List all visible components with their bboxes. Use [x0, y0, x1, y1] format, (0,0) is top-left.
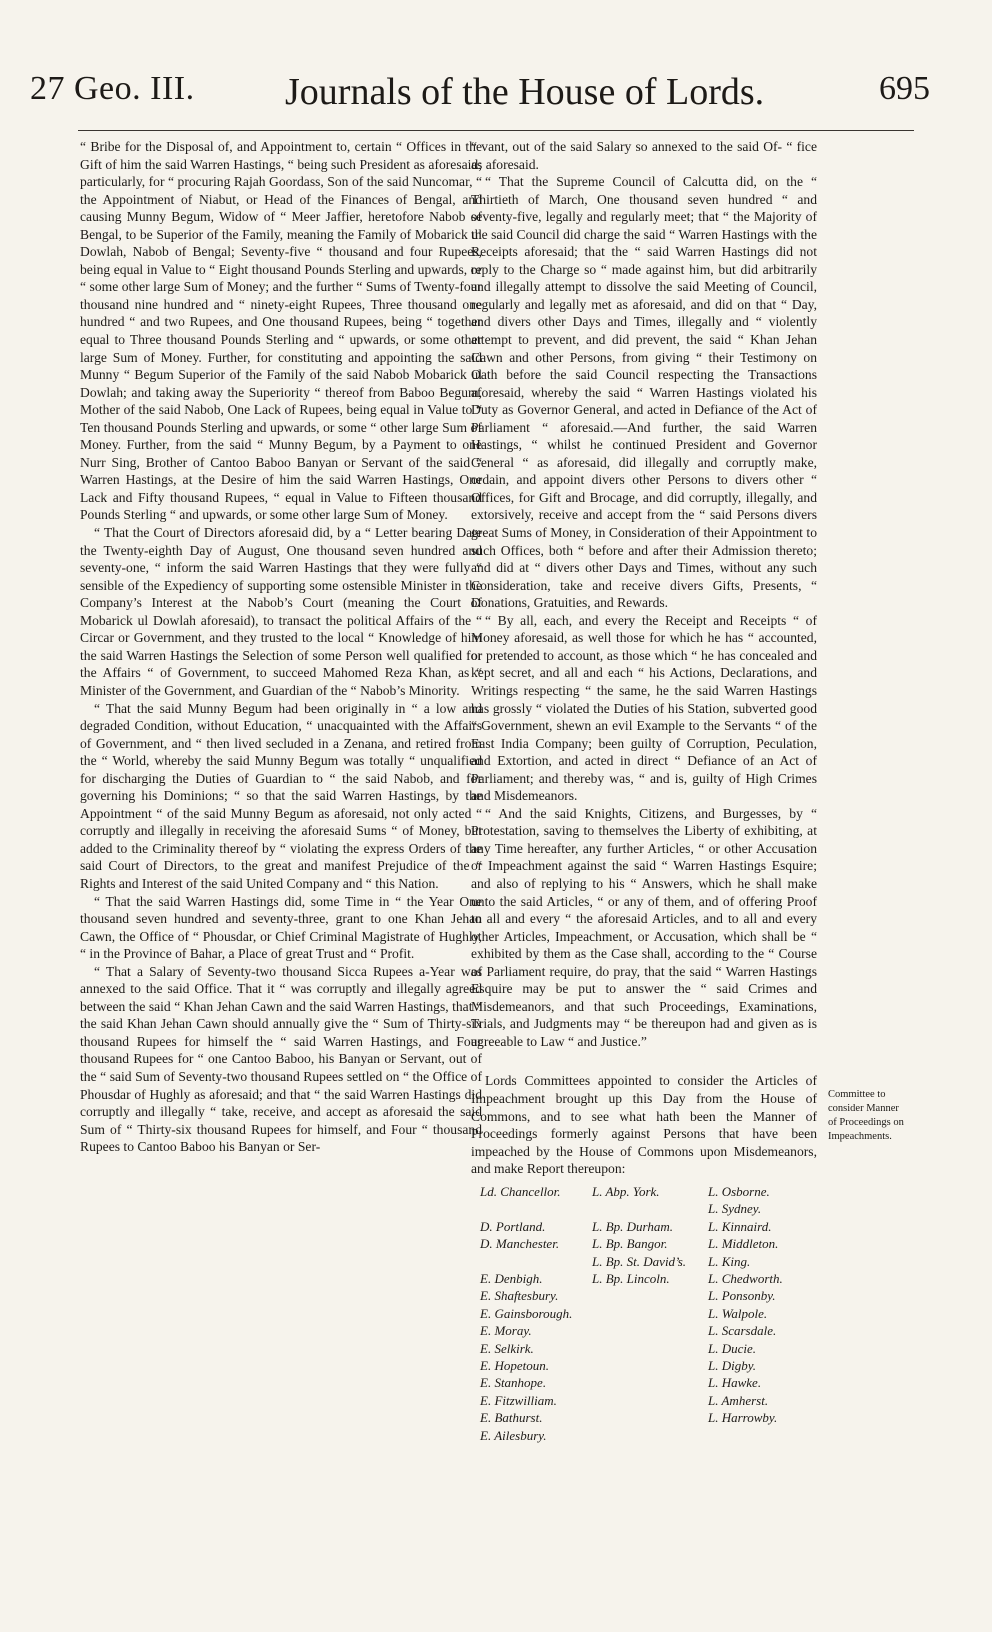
lord-name: L. Bp. Lincoln. — [592, 1271, 670, 1287]
regnal-year: 27 Geo. III. — [30, 70, 195, 107]
paragraph: “ That the said Warren Hastings did, some Time in “ the Year One thousand seven hundred and seventy-three, grant to one Khan Jehan Cawn, the Office of “ Phousdar, or Chief Criminal Magistrate of Hughly, “ in the Province of Bahar, a Place of great Trust and “ Profit. — [80, 893, 482, 962]
lord-name: E. Bathurst. — [480, 1410, 543, 1426]
lord-name: Ld. Chancellor. — [480, 1184, 561, 1199]
lord-name: L. Sydney. — [708, 1201, 762, 1217]
lord-name: L. Amherst. — [708, 1392, 769, 1408]
lord-name: L. Scarsdale. — [708, 1323, 777, 1339]
lord-name: E. Gainsborough. — [480, 1305, 573, 1321]
lord-name: L. Abp. York. — [592, 1184, 660, 1199]
paragraph: “ Bribe for the Disposal of, and Appointment to, certain “ Offices in the Gift of him the said Warren Hastings, “ being such President as aforesaid; particularly, for “ procuring Rajah Goordass, Son of the said Nuncomar, “ the Appointment of Niabut, or Head of the Finances of Bengal, and causing Munny Begum, Widow of “ Meer Jaffier, heretofore Nabob of Bengal, to be Superior of the Family, meaning the Family of Mobarick ul Dowlah, Nabob of Bengal; Seventy-five “ thousand and four Rupees, being equal in Value to “ Eight thousand Pounds Sterling and upwards, or “ some other large Sum of Money; and the further “ Sums of Twenty-four thousand nine hundred and “ ninety-eight Rupees, Three thousand one hundred “ and two Rupees, and One thousand Rupees, being “ together equal to Three thousand Pounds Sterling and “ upwards, or some other large Sum of Money. Further, for constituting and appointing the said Munny “ Begum Superior of the Family of the said Nabob Mobarick ul Dowlah; and taking away the Superiority “ thereof from Baboo Begum, Mother of the said Nabob, One Lack of Rupees, being equal in Value to “ Ten thousand Pounds Sterling and upwards, or some “ other large Sum of Money. Further, from the said “ Munny Begum, by a Payment to one Nurr Sing, Brother of Cantoo Baboo Banyan or Servant of the said “ Warren Hastings, at the Desire of him the said Warren Hastings, One Lack and Fifty thousand Rupees, “ equal in Value to Fifteen thousand Pounds Sterling “ and upwards, or some other large Sum of Money. — [80, 139, 482, 523]
page-number: 695 — [879, 70, 930, 107]
lord-name — [480, 1200, 572, 1217]
paragraph: “ vant, out of the said Salary so annexed to the said Of- “ fice as aforesaid. — [471, 139, 817, 172]
lord-name — [480, 1253, 572, 1270]
right-column — [471, 138, 817, 1178]
lord-name: L. Kinnaird. — [708, 1218, 772, 1234]
lord-name: E. Stanhope. — [480, 1375, 547, 1391]
paragraph: “ That the Court of Directors aforesaid did, by a “ Letter bearing Date the Twenty-eighth Day of August, One thousand seven hundred and seventy-one, “ inform the said Warren Hastings that they were fully “ sensible of the Expediency of supporting some ostensible Minister in the Company’s Interest at the Nabob’s Court (meaning the Court of Mobarick ul Dowlah aforesaid), to transact the political Affairs of the “ Circar or Government, and they trusted to the local “ Knowledge of him the said Warren Hastings the Selection of some Person well qualified for the Affairs “ of Government, to succeed Mahomed Reza Khan, as “ Minister of the Government, and Guardian of the “ Nabob’s Minority. — [80, 525, 482, 698]
lord-name: E. Denbigh. — [480, 1271, 543, 1287]
lord-name: L. Walpole. — [708, 1305, 768, 1321]
lord-name: L. Hawke. — [708, 1375, 762, 1391]
lord-name: L. Bp. Durham. — [592, 1218, 674, 1234]
header-rule — [78, 130, 914, 131]
lord-name — [592, 1200, 686, 1217]
paragraph: “ And the said Knights, Citizens, and Burgesses, by “ Protestation, saving to themselves the Liberty of exhibiting, at any Time hereafter, any further Articles, “ or other Accusation or Impeachment against the said “ Warren Hastings Esquire; and also of replying to his “ Answers, which he shall make unto the said Articles, “ or any of them, and of offering Proof to all and every “ the aforesaid Articles, and to all and every other Articles, Impeachment, or Accusation, which shall be “ exhibited by them as the Case shall, according to the “ Course of Parliament require, do pray, that the said “ Warren Hastings Esquire may be put to answer the “ said Crimes and Misdemeanors, and that such Proceedings, Examinations, Trials, and Judgments may “ be thereupon had and given as is agreeable to Law “ and Justice.” — [471, 805, 817, 1049]
lord-name: L. Chedworth. — [708, 1271, 783, 1287]
lord-name: L. Osborne. — [708, 1184, 770, 1199]
lords-list-column-2 — [592, 1183, 686, 1287]
lord-name: E. Ailesbury. — [480, 1427, 547, 1443]
committee-paragraph: Lords Committees appointed to consider the Articles of Impeachment brought up this Day from the House of Commons, and to see what hath been the Manner of Proceedings formerly against Persons that have been impeached by the House of Commons upon Misdemeanors, and make Report thereupon: — [471, 1073, 817, 1177]
lord-name: L. Harrowby. — [708, 1410, 778, 1426]
lord-name: L. Ducie. — [708, 1340, 757, 1356]
lords-list-column-1 — [480, 1183, 572, 1444]
page-header — [30, 70, 960, 130]
lord-name: E. Hopetoun. — [480, 1358, 549, 1374]
lord-name: D. Portland. — [480, 1218, 546, 1234]
paragraph: “ By all, each, and every the Receipt and Receipts “ of Money aforesaid, as well those for which he has “ accounted, or pretended to account, as those which “ he has concealed and kept secret, and all and each “ his Actions, Declarations, and Writings respecting “ the same, he the said Warren Hastings has grossly “ violated the Duties of his Station, subverted good “ Government, shewn an evil Example to the Servants “ of the East India Company; been guilty of Corruption, Peculation, and Extortion, and acted in direct “ Defiance of an Act of Parliament; and thereby was, “ and is, guilty of High Crimes and Misdemeanors. — [471, 612, 817, 804]
lord-name: L. Ponsonby. — [708, 1288, 776, 1304]
lord-name: E. Moray. — [480, 1323, 532, 1339]
margin-note: Committee to consider Manner of Proceedings on Impeachments. — [828, 1089, 904, 1142]
lords-list-column-3 — [708, 1183, 783, 1427]
lord-name: E. Shaftesbury. — [480, 1288, 559, 1304]
lord-name: E. Selkirk. — [480, 1340, 534, 1356]
running-title: Journals of the House of Lords. — [285, 71, 765, 113]
lord-name: L. Bp. St. David’s. — [592, 1253, 687, 1269]
lord-name: L. Bp. Bangor. — [592, 1236, 668, 1252]
lord-name: D. Manchester. — [480, 1236, 560, 1252]
lord-name: L. King. — [708, 1253, 751, 1269]
left-column — [80, 138, 482, 1156]
lord-name: L. Digby. — [708, 1358, 757, 1374]
lord-name: L. Middleton. — [708, 1236, 779, 1252]
paragraph: “ That the said Munny Begum had been originally in “ a low and degraded Condition, without Education, “ unacquainted with the Affairs of Government, and “ then lived secluded in a Zenana, and retired from the “ World, whereby the said Munny Begum was totally “ unqualified for discharging the Duties of Guardian to “ the said Nabob, and for governing his Dominions; “ so that the said Warren Hastings, by the Appointment “ of the said Munny Begum as aforesaid, not only acted “ corruptly and illegally in receiving the aforesaid Sums “ of Money, but added to the Criminality thereof by “ violating the express Orders of the said Court of Directors, to the great and manifest Prejudice of the “ Rights and Interest of the said United Company and “ this Nation. — [80, 700, 482, 891]
paragraph: “ That the Supreme Council of Calcutta did, on the “ Thirtieth of March, One thousand seven hundred “ and seventy-five, legally and regularly meet; that “ the Majority of the said Council did charge the said “ Warren Hastings with the Receipts aforesaid; that the “ said Warren Hastings did not reply to the Charge so “ made against him, but did arbitrarily and illegally attempt to dissolve the said Meeting of Council, regularly and legally met as aforesaid, and did on that “ Day, and divers other Days and Times, illegally and “ violently attempt to prevent, and did prevent, the said “ Khan Jehan Cawn and other Persons, from giving “ their Testimony on Oath before the said Council respecting the Transactions aforesaid, whereby the said “ Warren Hastings violated his Duty as Governor General, and acted in Defiance of the Act of Parliament “ aforesaid.—And further, the said Warren Hastings, “ whilst he continued President and Governor General “ as aforesaid, did illegally and corruptly make, ordain, and appoint divers other Persons to divers other “ Offices, for Gift and Brocage, and did corruptly, illegally, and extorsively, receive and accept from the “ said Persons divers great Sums of Money, in Consideration of their Appointment to such Offices, both “ before and after their Admission thereto; and did at “ divers other Days and Times, without any such Consideration, take and receive divers Gifts, Presents, “ Donations, Gratuities, and Rewards. — [471, 174, 817, 611]
paragraph: “ That a Salary of Seventy-two thousand Sicca Rupees a-Year was annexed to the said Office. That it “ was corruptly and illegally agreed between the said “ Khan Jehan Cawn and the said Warren Hastings, that “ the said Khan Jehan Cawn should annually give the “ Sum of Thirty-six thousand Rupees for himself the “ said Warren Hastings, and Four thousand Rupees for “ one Cantoo Baboo, his Banyan or Servant, out of the “ said Sum of Seventy-two thousand Rupees settled on “ the Office of Phousdar of Hughly as aforesaid; and that “ the said Warren Hastings did corruptly and illegally “ take, receive, and accept as aforesaid the said Sum of “ Thirty-six thousand Rupees for himself, and Four “ thousand Rupees to Cantoo Baboo his Banyan or Ser- — [80, 963, 482, 1155]
lord-name: E. Fitzwilliam. — [480, 1392, 557, 1408]
